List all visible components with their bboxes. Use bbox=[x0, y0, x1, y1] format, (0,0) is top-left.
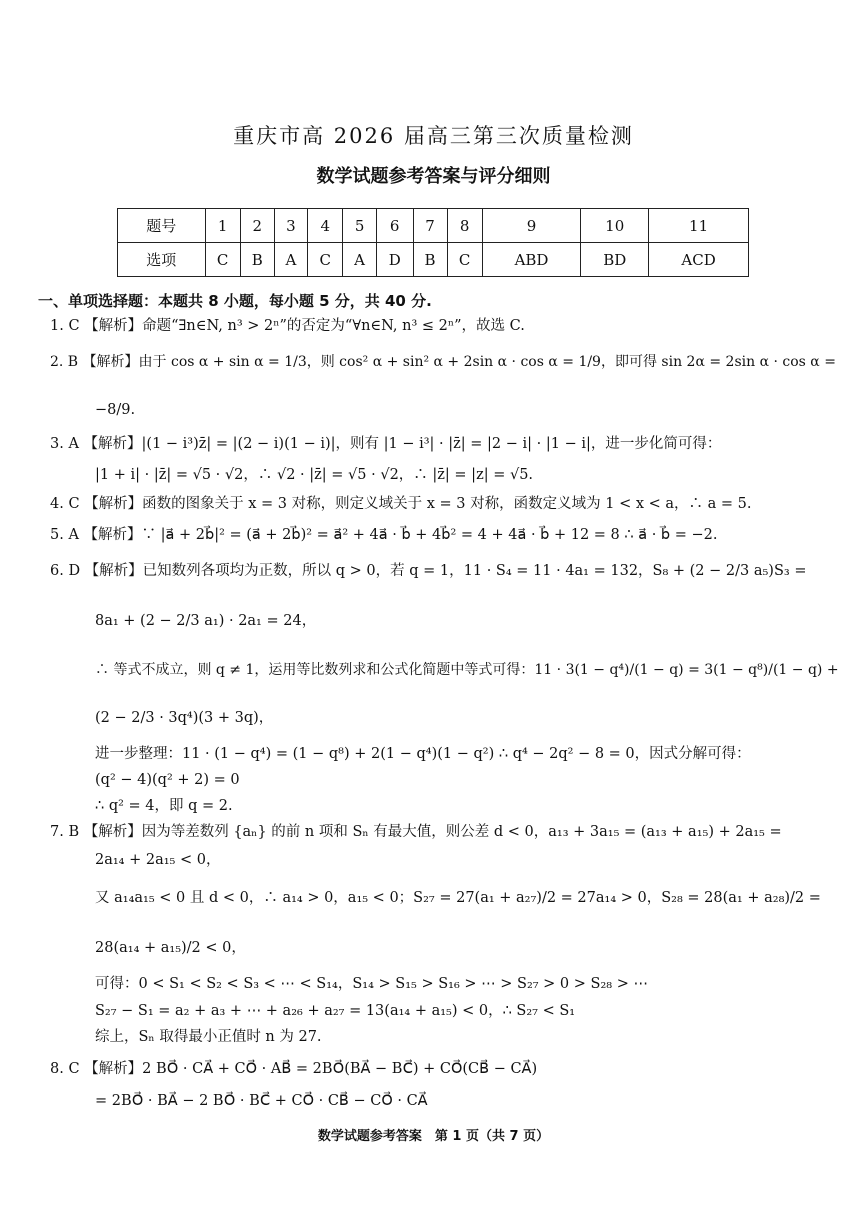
table-cell: B bbox=[240, 243, 274, 277]
table-cell: ACD bbox=[649, 243, 749, 277]
table-cell: 9 bbox=[482, 209, 580, 243]
solution-line: 可得：0 < S₁ < S₂ < S₃ < ⋯ < S₁₄，S₁₄ > S₁₅ > S₁₆ > ⋯ > S₂₇ > 0 > S₂₈ > ⋯ bbox=[95, 976, 648, 992]
table-cell: 2 bbox=[240, 209, 274, 243]
solution-line: −8/9. bbox=[95, 402, 136, 418]
solution-line: (q² − 4)(q² + 2) = 0 bbox=[95, 772, 240, 788]
solution-line: 5. A 【解析】∵ |a⃗ + 2b⃗|² = (a⃗ + 2b⃗)² = a⃗² + 4a⃗ · b⃗ + 4b⃗² = 4 + 4a⃗ · b⃗ + 12 = 8 ∴ a⃗ · b⃗ = −2. bbox=[50, 527, 718, 543]
table-cell: 5 bbox=[343, 209, 376, 243]
table-cell: 4 bbox=[308, 209, 343, 243]
answer-table bbox=[117, 208, 749, 277]
table-cell: D bbox=[376, 243, 413, 277]
solution-line: 8. C 【解析】2 BO⃗ · CA⃗ + CO⃗ · AB⃗ = 2BO⃗(BA⃗ − BC⃗) + CO⃗(CB⃗ − CA⃗) bbox=[50, 1061, 538, 1077]
solution-line: 28(a₁₄ + a₁₅)/2 < 0， bbox=[95, 940, 246, 956]
table-cell: 题号 bbox=[118, 209, 206, 243]
table-cell: A bbox=[274, 243, 307, 277]
table-cell: BD bbox=[581, 243, 649, 277]
table-cell: 7 bbox=[413, 209, 447, 243]
solution-line: ∴ 等式不成立，则 q ≠ 1，运用等比数列求和公式化简题中等式可得：11 · 3(1 − q⁴)/(1 − q) = 3(1 − q⁸)/(1 − q) + bbox=[95, 662, 839, 678]
solution-line: 2. B 【解析】由于 cos α + sin α = 1/3，则 cos² α + sin² α + 2sin α · cos α = 1/9，即可得 sin 2α = 2sin α · cos α = bbox=[50, 354, 836, 370]
solution-line: 进一步整理：11 · (1 − q⁴) = (1 − q⁸) + 2(1 − q⁴)(1 − q²) ∴ q⁴ − 2q² − 8 = 0，因式分解可得： bbox=[95, 746, 751, 762]
table-cell: 8 bbox=[447, 209, 482, 243]
solution-line: 7. B 【解析】因为等差数列 {aₙ} 的前 n 项和 Sₙ 有最大值，则公差 d < 0，a₁₃ + 3a₁₅ = (a₁₃ + a₁₅) + 2a₁₅ = bbox=[50, 824, 782, 840]
document-title: 重庆市高 2026 届高三第三次质量检测 bbox=[233, 124, 634, 148]
table-cell: C bbox=[205, 243, 240, 277]
table-cell: A bbox=[343, 243, 376, 277]
solution-line: 3. A 【解析】|(1 − i³)z̄| = |(2 − i)(1 − i)|，则有 |1 − i³| · |z̄| = |2 − i| · |1 − i|，进一步化简可得： bbox=[50, 436, 722, 452]
table-cell: C bbox=[447, 243, 482, 277]
table-cell: 6 bbox=[376, 209, 413, 243]
table-cell: ABD bbox=[482, 243, 580, 277]
page-footer: 数学试题参考答案 第 1 页（共 7 页） bbox=[317, 1129, 550, 1144]
table-cell: 3 bbox=[274, 209, 307, 243]
solution-line: 综上，Sₙ 取得最小正值时 n 为 27. bbox=[95, 1029, 322, 1045]
solution-line: 8a₁ + (2 − 2/3 a₁) · 2a₁ = 24， bbox=[95, 613, 317, 629]
solution-line: (2 − 2/3 · 3q⁴)(3 + 3q)， bbox=[95, 710, 274, 726]
table-cell: 11 bbox=[649, 209, 749, 243]
table-cell: 1 bbox=[205, 209, 240, 243]
solution-line: = 2BO⃗ · BA⃗ − 2 BO⃗ · BC⃗ + CO⃗ · CB⃗ − CO⃗ · CA⃗ bbox=[95, 1093, 428, 1109]
solution-line: 又 a₁₄a₁₅ < 0 且 d < 0，∴ a₁₄ > 0，a₁₅ < 0；S₂₇ = 27(a₁ + a₂₇)/2 = 27a₁₄ > 0，S₂₈ = 28(a₁ + a₂₈)/2 = bbox=[95, 890, 821, 906]
solution-line: 1. C 【解析】命题“∃n∈N, n³ > 2ⁿ”的否定为“∀n∈N, n³ ≤ 2ⁿ”，故选 C. bbox=[50, 318, 525, 334]
section-heading: 一、单项选择题：本题共 8 小题，每小题 5 分，共 40 分. bbox=[38, 292, 432, 310]
solution-line: 4. C 【解析】函数的图象关于 x = 3 对称，则定义域关于 x = 3 对称，函数定义域为 1 < x < a，∴ a = 5. bbox=[50, 496, 752, 512]
solution-line: ∴ q² = 4，即 q = 2. bbox=[95, 798, 233, 814]
table-cell: B bbox=[413, 243, 447, 277]
solution-line: |1 + i| · |z̄| = √5 · √2，∴ √2 · |z̄| = √5 · √2，∴ |z̄| = |z| = √5. bbox=[95, 467, 534, 483]
table-cell: 选项 bbox=[118, 243, 206, 277]
solution-line: 2a₁₄ + 2a₁₅ < 0， bbox=[95, 852, 221, 868]
solution-line: S₂₇ − S₁ = a₂ + a₃ + ⋯ + a₂₆ + a₂₇ = 13(a₁₄ + a₁₅) < 0，∴ S₂₇ < S₁ bbox=[95, 1003, 576, 1019]
solution-line: 6. D 【解析】已知数列各项均为正数，所以 q > 0，若 q = 1，11 · S₄ = 11 · 4a₁ = 132，S₈ + (2 − 2/3 a₅)S₃ = bbox=[50, 563, 807, 579]
table-cell: C bbox=[308, 243, 343, 277]
answer-row bbox=[118, 243, 749, 277]
question-number-row bbox=[118, 209, 749, 243]
table-cell: 10 bbox=[581, 209, 649, 243]
document-subtitle: 数学试题参考答案与评分细则 bbox=[316, 166, 551, 187]
